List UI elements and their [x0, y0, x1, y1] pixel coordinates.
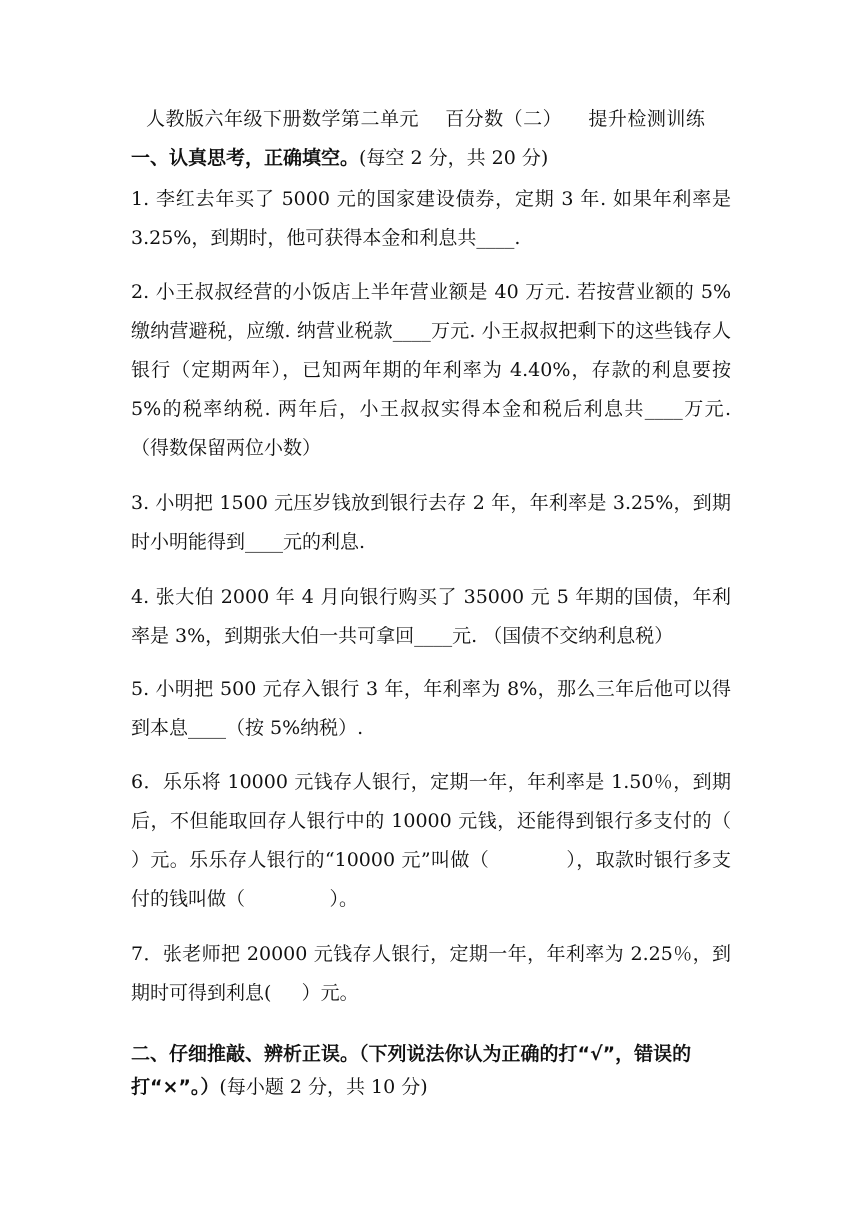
- question-7-text: 7．张老师把 20000 元钱存人银行，定期一年，年利率为 2.25％，到期时可得到利息( ）元。: [131, 943, 731, 1004]
- section-2-note: (每小题 2 分，共 10 分): [219, 1076, 428, 1098]
- question-6-text: 6．乐乐将 10000 元钱存人银行，定期一年，年利率是 1.50％，到期后，不但能取回存人银行中的 10000 元钱，还能得到银行多支付的（ ）元。乐乐存人银行的“10000 元”叫做（ ），取款时银行多支付的钱叫做（ ）。: [131, 771, 792, 910]
- section-1-note: (每空 2 分，共 20 分): [359, 147, 549, 169]
- question-5-text: 5. 小明把 500 元存入银行 3 年，年利率为 8%，那么三年后他可以得到本息____（按 5%纳税）.: [131, 678, 731, 739]
- document-title: 人教版六年级下册数学第二单元 百分数（二） 提升检测训练: [146, 108, 706, 130]
- question-5: [131, 670, 731, 748]
- question-6: [131, 763, 792, 919]
- question-2: [131, 273, 738, 468]
- section-1-heading: [131, 142, 731, 175]
- question-4: [131, 578, 731, 656]
- section-2-title: 二、仔细推敲、辨析正误。（下列说法你认为正确的打“√”，错误的打“×”。）: [131, 1043, 692, 1098]
- question-1-text: 1. 李红去年买了 5000 元的国家建设债券，定期 3 年. 如果年利率是 3.25%，到期时，他可获得本金和利息共____.: [131, 188, 738, 249]
- question-7: [131, 935, 731, 1013]
- question-2-text: 2. 小王叔叔经营的小饭店上半年营业额是 40 万元. 若按营业额的 5%缴纳营避税，应缴. 纳营业税款____万元. 小王叔叔把剩下的这些钱存人银行（定期两年），已知两年期的年利率为 4.40%，存款的利息要按 5%的税率纳税. 两年后，小王叔叔实得本金和税后利息共____万元. （得数保留两位小数）: [131, 281, 738, 459]
- question-1: [131, 180, 738, 258]
- question-3-text: 3. 小明把 1500 元压岁钱放到银行去存 2 年，年利率是 3.25%，到期时小明能得到____元的利息.: [131, 492, 731, 553]
- section-2-heading: [131, 1038, 731, 1104]
- question-4-text: 4. 张大伯 2000 年 4 月向银行购买了 35000 元 5 年期的国债，年利率是 3%，到期张大伯一共可拿回____元. （国债不交纳利息税）: [131, 586, 731, 647]
- question-3: [131, 484, 731, 562]
- section-1-title: 一、认真思考，正确填空。: [131, 147, 360, 169]
